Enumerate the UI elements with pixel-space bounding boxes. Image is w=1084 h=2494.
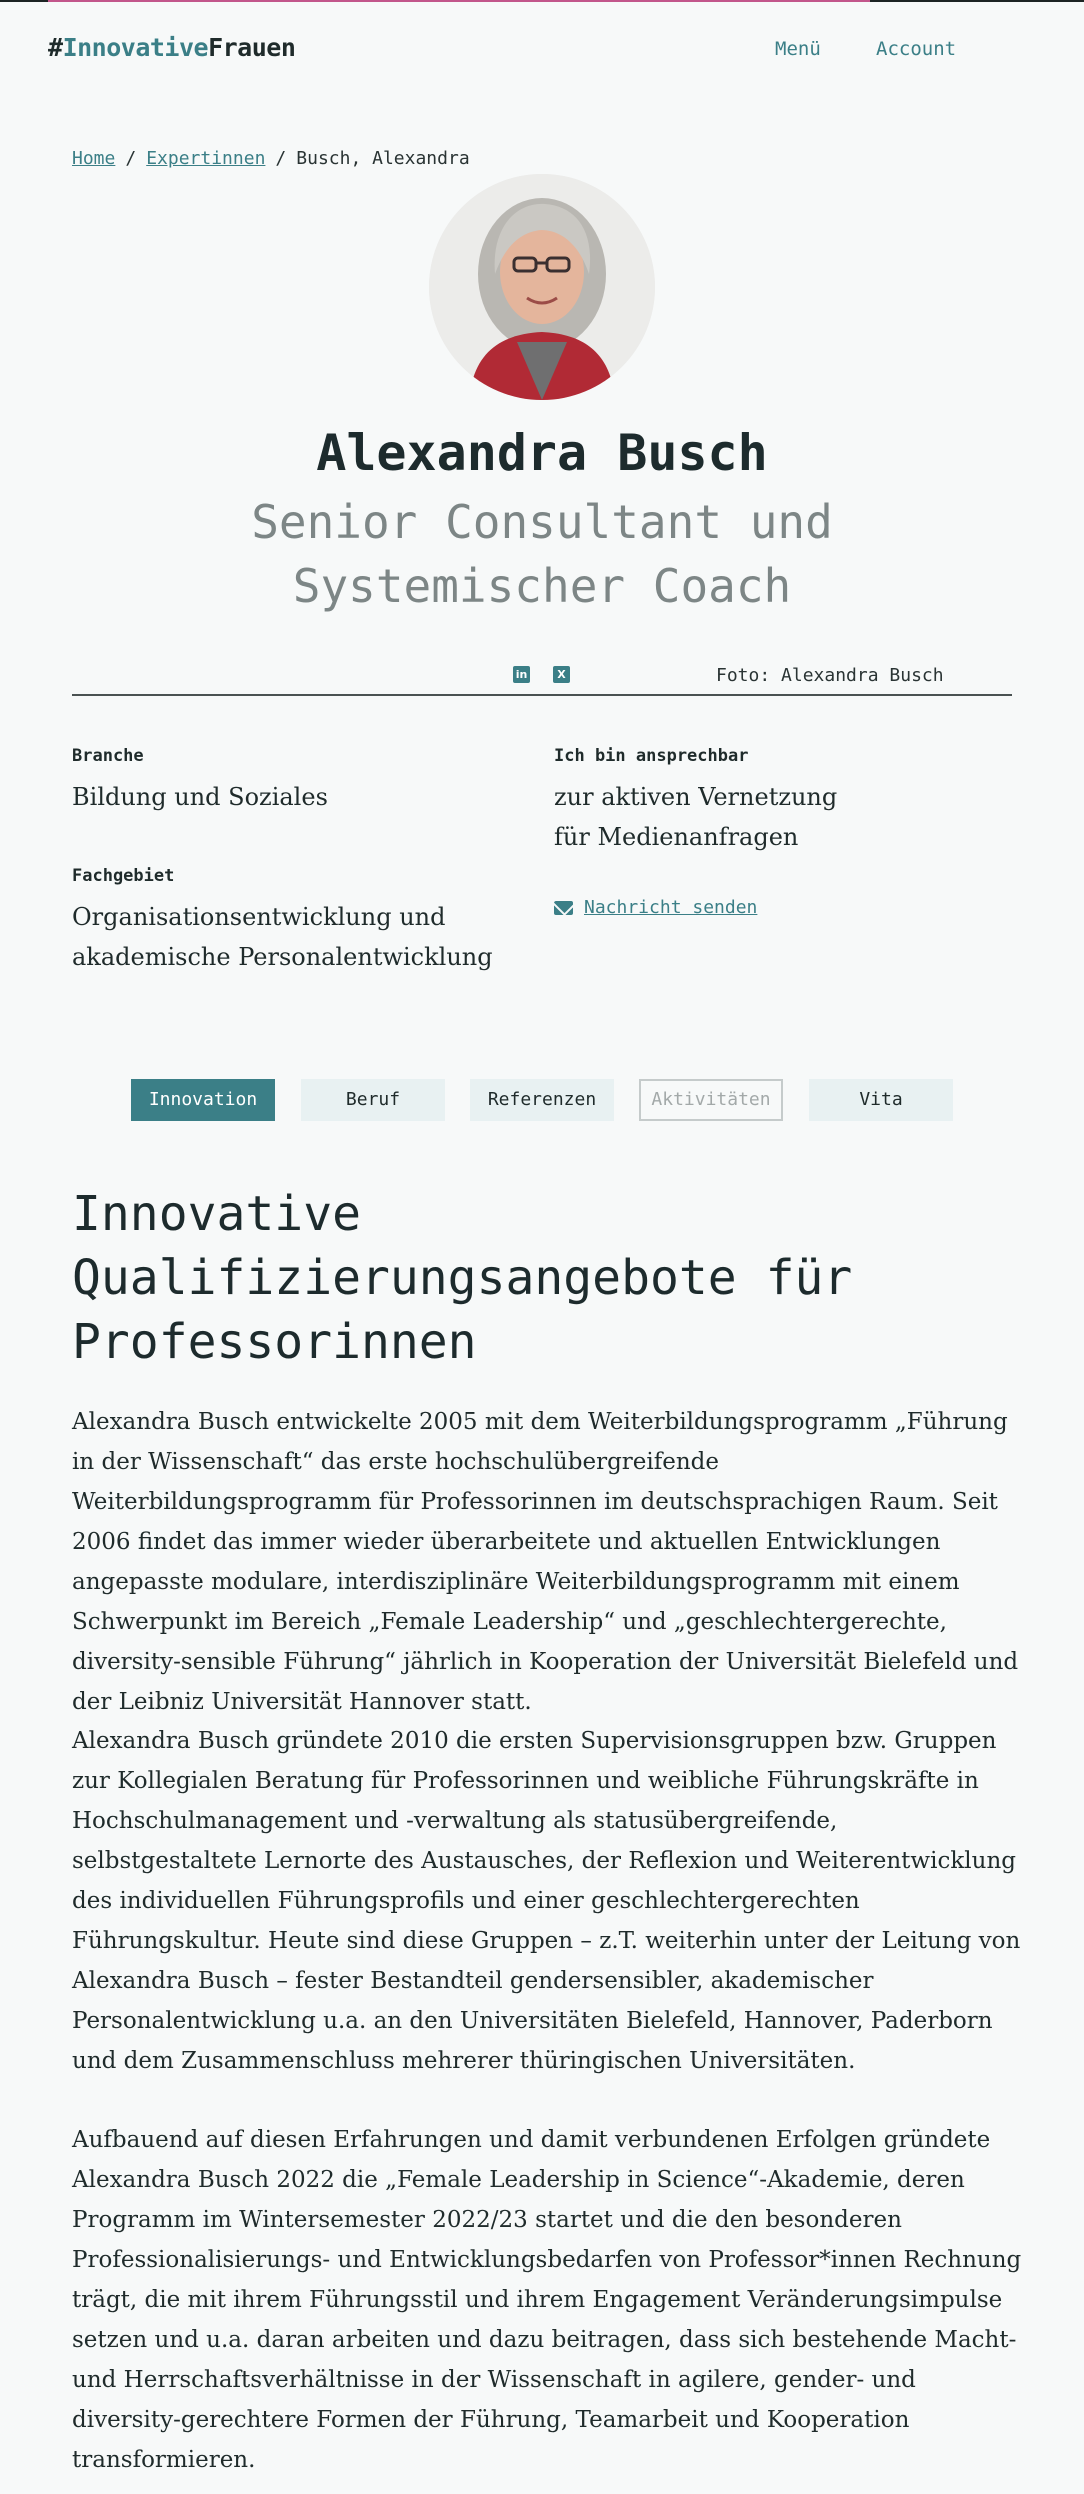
tab-aktivitaeten[interactable]: Aktivitäten xyxy=(639,1079,783,1121)
fachgebiet-line: akademische Personalentwicklung xyxy=(72,943,493,971)
contact-line: zur aktiven Vernetzung xyxy=(554,783,838,811)
paragraph-2: Alexandra Busch gründete 2010 die ersten Supervisionsgruppen bzw. Gruppen zur Kollegialen Beratung für Professorinnen und weibliche Führungskräfte in Hochschulmanagement und -verwaltung als statusübergreifende, selbstgestaltete Lernorte des Austausches, der Reflexion und Weiterentwicklung des individuellen Führungsprofils und einer geschlechtergerechten Führungskultur. Heute sind diese Gruppen – z.T. weiterhin unter der Leitung von Alexandra Busch – fester Bestandteil gendersensibler, akademischer Personalentwicklung u.a. an den Universitäten Bielefeld, Hannover, Paderborn und dem Zusammenschluss mehrerer thüringischen Universitäten. xyxy=(72,1728,1021,2074)
profile-subtitle-line: Senior Consultant und xyxy=(251,495,833,549)
nav-account-link[interactable]: Account xyxy=(876,38,957,60)
tab-referenzen[interactable]: Referenzen xyxy=(470,1079,614,1121)
breadcrumb xyxy=(72,148,470,169)
profile-subtitle xyxy=(200,490,884,618)
logo-innovative: Innovative xyxy=(62,33,209,62)
xing-icon[interactable]: X xyxy=(553,666,570,683)
branche-value: Bildung und Soziales xyxy=(72,783,328,811)
contact-label: Ich bin ansprechbar xyxy=(554,746,749,766)
tab-beruf[interactable]: Beruf xyxy=(301,1079,445,1121)
nav-menu-link[interactable]: Menü xyxy=(775,38,821,60)
paragraph-1: Alexandra Busch entwickelte 2005 mit dem Weiterbildungsprogramm „Führung in der Wissenschaft“ das erste hochschulübergreifende Weiterbildungsprogramm für Professorinnen im deutschsprachigen Raum. Seit 2006 findet das immer wieder überarbeitete und aktuellen Entwicklungen angepasste modulare, interdisziplinäre Weiterbildungsprogramm mit einem Schwerpunkt im Bereich „Female Leadership“ und „geschlechtergerechte, diversity-sensible Führung“ jährlich in Kooperation der Universität Bielefeld und der Leibniz Universität Hannover statt. xyxy=(72,1409,1019,1715)
site-logo[interactable] xyxy=(48,33,295,62)
profile-name: Alexandra Busch xyxy=(316,424,768,482)
breadcrumb-home-link[interactable]: Home xyxy=(72,148,116,169)
send-message-link[interactable]: Nachricht senden xyxy=(584,897,758,918)
contact-line: für Medienanfragen xyxy=(554,823,799,851)
section-heading-line: Innovative xyxy=(72,1186,361,1242)
fachgebiet-value xyxy=(72,897,493,977)
logo-hash: # xyxy=(48,33,63,62)
photo-credit: Foto: Alexandra Busch xyxy=(716,665,944,686)
avatar-portrait xyxy=(429,174,655,400)
divider xyxy=(72,694,1012,696)
logo-frauen: Frauen xyxy=(208,33,296,62)
tab-vita[interactable]: Vita xyxy=(809,1079,953,1121)
breadcrumb-separator: / xyxy=(275,148,287,169)
section-heading-line: Professorinnen xyxy=(72,1314,477,1370)
avatar xyxy=(429,174,655,400)
paragraph-3: Aufbauend auf diesen Erfahrungen und damit verbundenen Erfolgen gründete Alexandra Busch 2022 die „Female Leadership in Science“-Akademie, deren Programm im Wintersemester 2022/23 startet und die den besonderen Professionalisierungs- und Entwicklungsbedarfen von Professor*innen Rechnung trägt, die mit ihrem Führungsstil und ihrem Engagement Veränderungsimpulse setzen und u.a. daran arbeiten und dazu beitragen, dass sich bestehende Macht- und Herrschaftsverhältnisse in der Wissenschaft in agilere, gender- und diversity-gerechtere Formen der Führung, Teamarbeit und Kooperation transformieren. xyxy=(72,2127,1022,2473)
branche-label: Branche xyxy=(72,746,144,766)
section-heading xyxy=(72,1182,1032,1374)
mail-icon[interactable] xyxy=(554,901,573,915)
breadcrumb-experts-link[interactable]: Expertinnen xyxy=(146,148,266,169)
tab-innovation[interactable]: Innovation xyxy=(131,1079,275,1121)
profile-subtitle-line: Systemischer Coach xyxy=(292,559,792,613)
fachgebiet-label: Fachgebiet xyxy=(72,866,175,886)
contact-value xyxy=(554,777,837,857)
breadcrumb-separator: / xyxy=(125,148,137,169)
section-heading-line: Qualifizierungsangebote für xyxy=(72,1250,853,1306)
top-border-accent xyxy=(48,0,870,2)
breadcrumb-current: Busch, Alexandra xyxy=(296,148,470,169)
fachgebiet-line: Organisationsentwicklung und xyxy=(72,903,446,931)
linkedin-icon[interactable]: in xyxy=(513,666,530,683)
